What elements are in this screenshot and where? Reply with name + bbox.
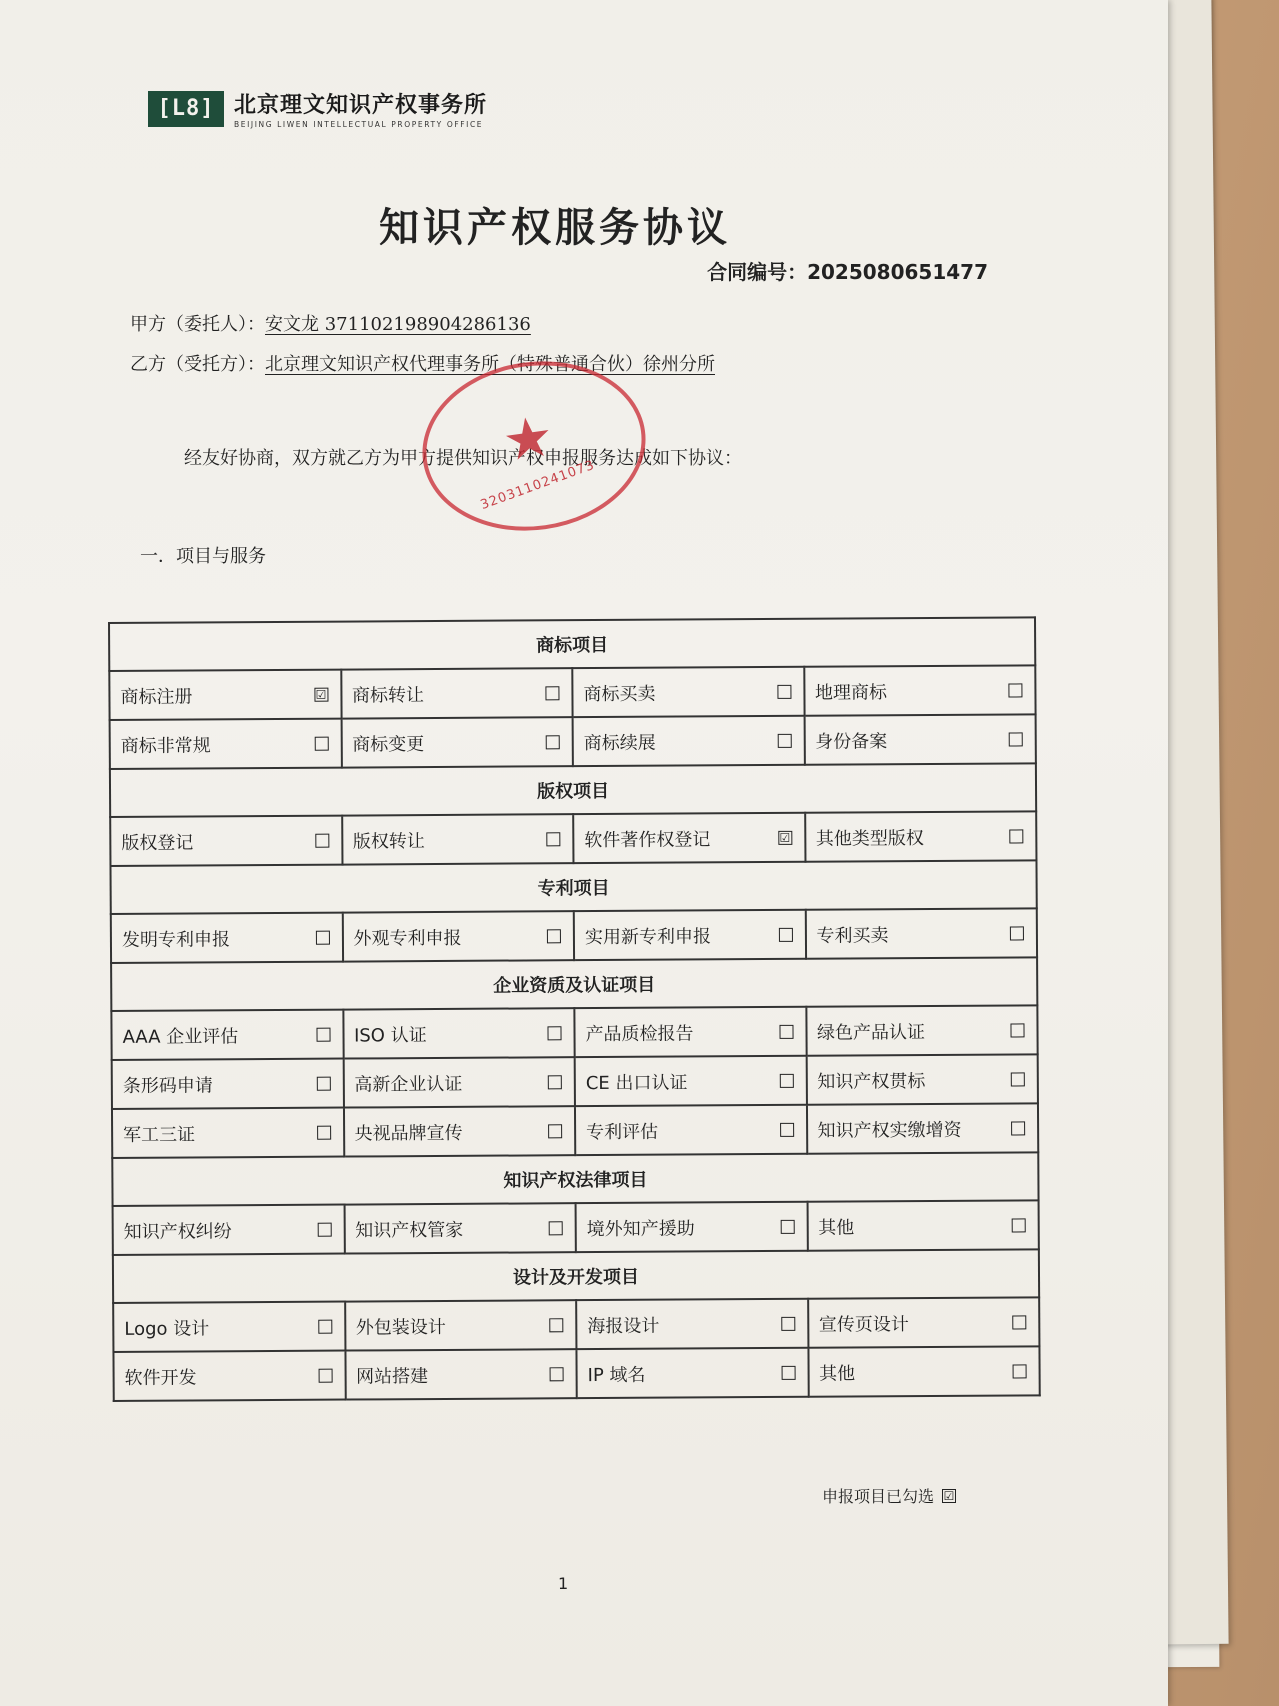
service-option (806, 1103, 1038, 1153)
checkbox-icon[interactable] (316, 1027, 330, 1041)
checkbox-icon[interactable] (547, 929, 561, 943)
category-title: 设计及开发项目 (113, 1249, 1039, 1303)
checkbox-icon[interactable] (318, 1368, 332, 1382)
party-b-value: 北京理文知识产权代理事务所（特殊普通合伙）徐州分所 (265, 354, 715, 375)
service-option (576, 1348, 808, 1398)
service-option-label: 商标续展 (583, 732, 656, 754)
service-option-label: CE 出口认证 (585, 1071, 688, 1094)
service-option (805, 811, 1037, 861)
firm-name-en: BEIJING LIWEN INTELLECTUAL PROPERTY OFFICE (234, 120, 484, 129)
checkbox-icon[interactable] (545, 686, 559, 700)
service-option-label: ISO 认证 (353, 1024, 427, 1047)
checkbox-icon[interactable] (779, 1024, 793, 1038)
table-row (112, 1054, 1038, 1109)
service-option-label: 版权登记 (121, 831, 194, 854)
service-option (110, 719, 342, 769)
service-option (109, 670, 341, 720)
table-row (113, 1346, 1039, 1401)
logo-mark-icon: [L8] (148, 91, 224, 127)
category-title: 商标项目 (109, 617, 1035, 671)
service-option (111, 1010, 343, 1060)
table-row (112, 1103, 1038, 1158)
checkbox-icon[interactable] (777, 733, 791, 747)
service-option-label: 绿色产品认证 (816, 1021, 926, 1044)
checkbox-icon[interactable] (1009, 829, 1023, 843)
service-option (113, 1302, 345, 1352)
service-option-label: 外观专利申报 (353, 927, 462, 950)
checkbox-icon[interactable] (1011, 1072, 1025, 1086)
service-option-label: 发明专利申报 (121, 928, 231, 951)
service-option (576, 1202, 808, 1252)
service-option (806, 1005, 1038, 1055)
service-option-label: 知识产权实缴增资 (817, 1119, 962, 1142)
service-option-label: 知识产权贯标 (817, 1070, 926, 1093)
category-title: 企业资质及认证项目 (111, 957, 1037, 1011)
checkbox-icon[interactable] (549, 1318, 563, 1332)
service-option-label: 其他 (818, 1216, 855, 1239)
party-a (130, 310, 531, 336)
category-header-row (109, 617, 1035, 671)
service-option-label: AAA 企业评估 (122, 1025, 239, 1048)
section-heading: 一．项目与服务 (140, 546, 266, 567)
service-option (343, 1057, 575, 1107)
checkbox-icon[interactable] (315, 930, 329, 944)
table-row (111, 1005, 1037, 1060)
checkbox-icon[interactable] (1010, 926, 1024, 940)
checked-box-icon[interactable]: ☑ (315, 687, 327, 702)
service-option (111, 913, 343, 963)
checkbox-icon[interactable] (314, 736, 328, 750)
checkbox-icon[interactable] (317, 1222, 331, 1236)
firm-logo (148, 88, 487, 129)
service-option (341, 668, 573, 718)
service-option-label: 软件开发 (124, 1366, 197, 1389)
service-option-label: 版权转让 (352, 830, 425, 853)
service-option-label: 专利买卖 (816, 924, 889, 947)
service-option-label: 商标转让 (351, 684, 425, 707)
checkbox-icon[interactable] (548, 1124, 562, 1138)
service-option (807, 1200, 1039, 1250)
checkbox-icon[interactable] (317, 1125, 331, 1139)
service-option (804, 714, 1036, 764)
checkbox-icon[interactable] (315, 833, 329, 847)
party-b (130, 350, 715, 376)
footnote (822, 1484, 958, 1507)
service-option-label: Logo 设计 (124, 1317, 210, 1340)
category-header-row (110, 763, 1036, 817)
service-option (113, 1205, 345, 1255)
category-header-row (113, 1249, 1039, 1303)
checkbox-icon[interactable] (546, 832, 560, 846)
service-option-label: 海报设计 (587, 1315, 660, 1337)
checkbox-icon[interactable] (316, 1076, 330, 1090)
company-seal-stamp (411, 347, 656, 545)
service-option-label: 商标买卖 (583, 683, 656, 705)
service-option-label: 央视品牌宣传 (354, 1122, 463, 1145)
service-option-label: 境外知产援助 (586, 1217, 695, 1240)
service-option (573, 813, 805, 863)
service-option-label: 商标非常规 (120, 734, 211, 757)
service-option-label: 高新企业认证 (354, 1073, 463, 1096)
service-option-label: 产品质检报告 (585, 1022, 694, 1045)
service-option (808, 1346, 1040, 1396)
service-option (804, 665, 1036, 715)
service-option (345, 1300, 577, 1350)
service-option (345, 1349, 577, 1399)
service-option (342, 814, 574, 864)
footnote-text: 申报项目已勾选 (822, 1487, 935, 1506)
checkbox-icon[interactable] (549, 1221, 563, 1235)
service-option-label: 宣传页设计 (818, 1313, 909, 1336)
service-option (113, 1351, 345, 1401)
service-option (576, 1299, 808, 1349)
service-option-label: 网站搭建 (356, 1365, 429, 1387)
table-row (113, 1200, 1039, 1255)
party-b-label: 乙方（受托方）： (130, 354, 265, 375)
checkbox-icon[interactable] (546, 735, 560, 749)
table-row (109, 665, 1035, 720)
checkbox-icon[interactable] (1013, 1364, 1027, 1378)
service-option (341, 717, 573, 767)
service-option (344, 1203, 576, 1253)
firm-name-cn: 北京理文知识产权事务所 (234, 93, 488, 118)
checked-box-icon: ☑ (943, 1488, 955, 1503)
service-option (573, 716, 805, 766)
checkbox-icon[interactable] (1012, 1218, 1026, 1232)
checkbox-icon[interactable] (779, 1073, 793, 1087)
stamp-number: 3203110241073 (478, 457, 597, 514)
service-option (805, 908, 1037, 958)
category-header-row (112, 1152, 1038, 1206)
service-option (575, 1056, 807, 1106)
service-option-label: 知识产权管家 (355, 1219, 464, 1242)
service-option (110, 816, 342, 866)
table-row (110, 811, 1036, 866)
service-option (574, 1007, 806, 1057)
checkbox-icon[interactable] (1010, 1023, 1024, 1037)
category-title: 专利项目 (110, 860, 1036, 914)
service-option (112, 1108, 344, 1158)
service-option-label: 其他类型版权 (815, 827, 924, 850)
service-option (574, 910, 806, 960)
service-option-label: 专利评估 (586, 1121, 659, 1143)
service-option-label: 商标变更 (352, 733, 425, 756)
service-option (575, 1105, 807, 1155)
checkbox-icon[interactable] (778, 927, 792, 941)
service-option (343, 1008, 575, 1058)
contract-number: 合同编号：2025080651477 (707, 260, 988, 284)
category-title: 版权项目 (110, 763, 1036, 817)
category-header-row (111, 957, 1037, 1011)
category-title: 知识产权法律项目 (112, 1152, 1038, 1206)
star-icon: ★ (498, 403, 558, 475)
service-option (806, 1054, 1038, 1104)
checkbox-icon[interactable] (781, 1316, 795, 1330)
service-option (808, 1297, 1040, 1347)
service-option-label: 软件著作权登记 (584, 828, 711, 851)
service-option (112, 1059, 344, 1109)
checkbox-icon[interactable] (777, 684, 791, 698)
service-option-label: 身份备案 (815, 730, 888, 753)
service-option-label: 条形码申请 (122, 1074, 213, 1097)
service-option-label: 地理商标 (814, 681, 888, 704)
checkbox-icon[interactable] (547, 1026, 561, 1040)
service-option (572, 667, 804, 717)
table-row (111, 908, 1037, 963)
service-option-label: IP 域名 (587, 1364, 646, 1386)
table-row (113, 1297, 1039, 1352)
checkbox-icon[interactable] (548, 1075, 562, 1089)
checkbox-icon[interactable] (1008, 683, 1022, 697)
checkbox-icon[interactable] (550, 1367, 564, 1381)
checkbox-icon[interactable] (780, 1122, 794, 1136)
checked-box-icon[interactable]: ☑ (779, 830, 791, 845)
checkbox-icon[interactable] (318, 1319, 332, 1333)
checkbox-icon[interactable] (1012, 1315, 1026, 1329)
service-option (343, 1106, 575, 1156)
service-option-label: 知识产权纠纷 (123, 1220, 232, 1243)
checkbox-icon[interactable] (781, 1365, 795, 1379)
party-a-label: 甲方（委托人）： (130, 314, 265, 335)
page-number: 1 (558, 1574, 569, 1593)
service-option-label: 其他 (819, 1362, 856, 1385)
intro-paragraph: 经友好协商，双方就乙方为甲方提供知识产权申报服务达成如下协议： (184, 448, 742, 469)
service-option-label: 军工三证 (123, 1123, 196, 1146)
service-table (108, 616, 1041, 1402)
service-option-label: 实用新专利申报 (584, 925, 711, 948)
checkbox-icon[interactable] (1011, 1121, 1025, 1135)
checkbox-icon[interactable] (1009, 732, 1023, 746)
service-option (342, 911, 574, 961)
checkbox-icon[interactable] (780, 1219, 794, 1233)
service-option-label: 外包装设计 (355, 1316, 446, 1338)
party-a-value: 安文龙 371102198904286136 (265, 314, 531, 335)
table-row (110, 714, 1036, 769)
category-header-row (110, 860, 1036, 914)
service-option-label: 商标注册 (120, 685, 193, 708)
document-title: 知识产权服务协议 (379, 205, 731, 251)
